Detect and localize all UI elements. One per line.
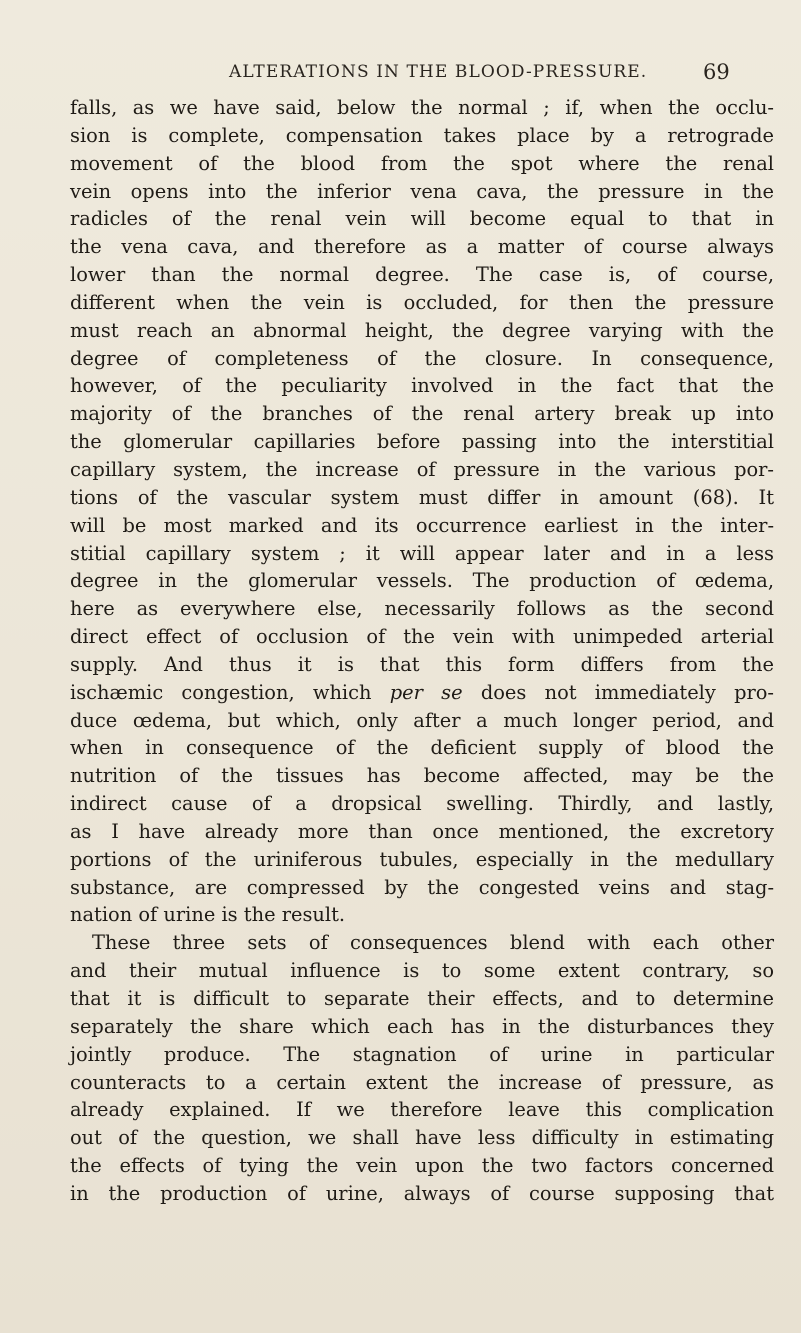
text-line: out of the question, we shall have less difficulty in estimating	[70, 1126, 774, 1150]
text-line: stitial capillary system ; it will appear later and in a less	[70, 541, 774, 565]
text-line: and their mutual influence is to some extent contrary, so	[70, 959, 774, 983]
paragraph-first-line: These three sets of consequences blend with each other	[92, 931, 774, 955]
text-line: supply. And thus it is that this form differs from the	[70, 652, 774, 676]
page-header	[0, 60, 801, 90]
text-line: the vena cava, and therefore as a matter of course always	[70, 235, 774, 259]
text-line: duce œdema, but which, only after a much longer period, and	[70, 708, 774, 732]
text-line: movement of the blood from the spot where the renal	[70, 151, 774, 175]
text-line: nutrition of the tissues has become affected, may be the	[70, 764, 774, 788]
text-line: already explained. If we therefore leave this complication	[70, 1098, 774, 1122]
text-line: substance, are compressed by the congested veins and stag-	[70, 875, 774, 899]
text-line: as I have already more than once mentioned, the excretory	[70, 819, 774, 843]
text-line: the effects of tying the vein upon the two factors concerned	[70, 1154, 774, 1178]
text-line: degree in the glomerular vessels. The production of œdema,	[70, 569, 774, 593]
text-line: sion is complete, compensation takes place by a retrograde	[70, 123, 774, 147]
italic-phrase: per se	[389, 680, 463, 704]
text-line: jointly produce. The stagnation of urine in particular	[70, 1042, 774, 1066]
text-line: different when the vein is occluded, for then the pressure	[70, 290, 774, 314]
text-line: radicles of the renal vein will become equal to that in	[70, 207, 774, 231]
text-line: separately the share which each has in the disturbances they	[70, 1014, 774, 1038]
text-line: that it is difficult to separate their effects, and to determine	[70, 987, 774, 1010]
text-segment: ischæmic congestion, which	[70, 680, 372, 704]
text-line: the glomerular capillaries before passing into the interstitial	[70, 430, 774, 454]
text-line: direct effect of occlusion of the vein with unimpeded arterial	[70, 625, 774, 649]
text-line-with-italic	[70, 679, 774, 707]
text-line: lower than the normal degree. The case is, of course,	[70, 263, 774, 287]
text-line: degree of completeness of the closure. In consequence,	[70, 346, 774, 370]
text-line: tions of the vascular system must differ in amount (68). It	[70, 485, 774, 509]
body-text	[70, 94, 774, 1208]
text-line: however, of the peculiarity involved in the fact that the	[70, 374, 774, 398]
text-line: in the production of urine, always of course supposing that	[70, 1181, 774, 1205]
running-title: ALTERATIONS IN THE BLOOD-PRESSURE.	[229, 62, 648, 82]
text-line: capillary system, the increase of pressure in the various por-	[70, 457, 774, 481]
page-number: 69	[703, 60, 730, 84]
text-line: majority of the branches of the renal artery break up into	[70, 402, 774, 426]
text-line: vein opens into the inferior vena cava, the pressure in the	[70, 179, 774, 203]
text-segment: does not immediately pro-	[462, 680, 774, 704]
text-line: falls, as we have said, below the normal ; if, when the occlu-	[70, 96, 774, 119]
text-line: nation of urine is the result.	[70, 903, 346, 927]
text-line: when in consequence of the deficient supply of blood the	[70, 736, 774, 760]
text-line: must reach an abnormal height, the degree varying with the	[70, 318, 774, 342]
text-line: here as everywhere else, necessarily follows as the second	[70, 597, 774, 621]
text-line: counteracts to a certain extent the increase of pressure, as	[70, 1070, 774, 1094]
text-line: portions of the uriniferous tubules, especially in the medullary	[70, 847, 774, 871]
text-line: indirect cause of a dropsical swelling. Thirdly, and lastly,	[70, 792, 774, 816]
text-line: will be most marked and its occurrence earliest in the inter-	[70, 513, 774, 537]
